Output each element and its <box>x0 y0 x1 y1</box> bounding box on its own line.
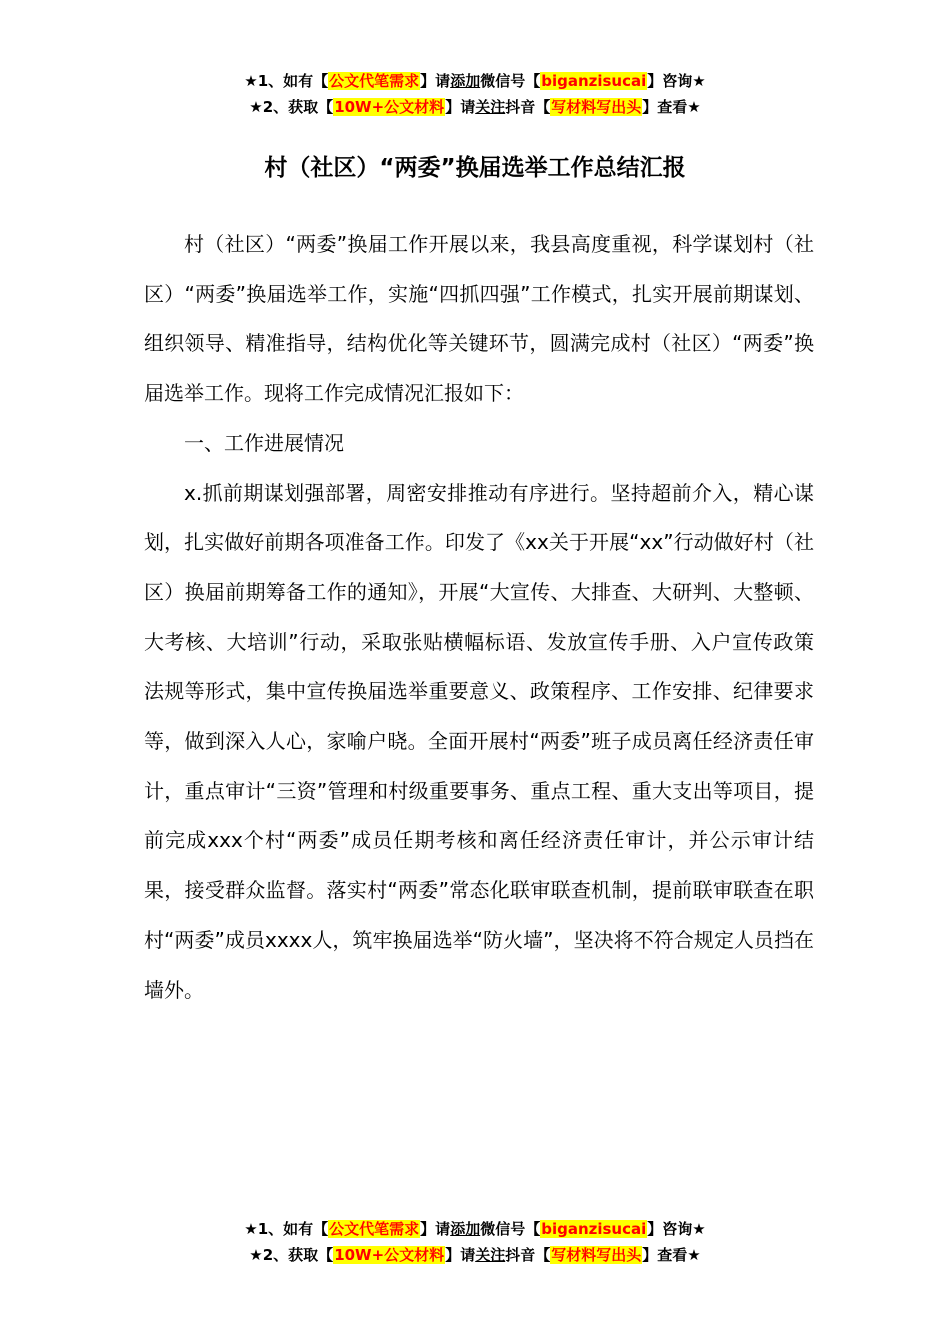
banner-highlight: 公文代笔需求 <box>329 72 420 90</box>
section-heading: 一、工作进展情况 <box>184 430 344 455</box>
banner-underline: 关注 <box>475 1246 506 1264</box>
banner-text: ★1、如有【 <box>244 1220 329 1238</box>
header-banner <box>0 68 950 120</box>
banner-underline: 关注 <box>475 98 506 116</box>
banner-text: 】请 <box>420 1220 451 1238</box>
banner-line-2 <box>0 1242 950 1268</box>
banner-text: 】查看★ <box>642 1246 701 1264</box>
banner-text: 微信号【 <box>480 1220 541 1238</box>
banner-text: ★2、获取【 <box>249 98 334 116</box>
banner-highlight: 10W+公文材料 <box>334 1246 445 1264</box>
banner-line-2 <box>0 94 950 120</box>
banner-underline: 添加 <box>450 72 481 90</box>
banner-highlight: 公文代笔需求 <box>329 1220 420 1238</box>
document-body <box>144 220 814 1015</box>
banner-text: 】请 <box>445 1246 476 1264</box>
banner-text: 抖音【 <box>505 98 551 116</box>
banner-text: ★1、如有【 <box>244 72 329 90</box>
banner-text: 】查看★ <box>642 98 701 116</box>
intro-paragraph: 村（社区）“两委”换届工作开展以来，我县高度重视，科学谋划村（社区）“两委”换届选举工作，实施“四抓四强”工作模式，扎实开展前期谋划、组织领导、精准指导，结构优化等关键环节，圆满完成村（社区）“两委”换届选举工作。现将工作完成情况汇报如下： <box>144 232 814 406</box>
banner-underline: 添加 <box>450 1220 481 1238</box>
banner-text: ★2、获取【 <box>249 1246 334 1264</box>
document-title: 村（社区）“两委”换届选举工作总结汇报 <box>264 155 686 181</box>
banner-text: 】咨询★ <box>647 72 706 90</box>
banner-line-1 <box>0 1216 950 1242</box>
banner-text: 】请 <box>420 72 451 90</box>
banner-text: 】请 <box>445 98 476 116</box>
banner-highlight: 写材料写出头 <box>551 98 642 116</box>
banner-highlight: biganzisucai <box>541 72 647 90</box>
banner-highlight: biganzisucai <box>541 1220 647 1238</box>
footer-banner <box>0 1216 950 1268</box>
banner-highlight: 10W+公文材料 <box>334 98 445 116</box>
section-paragraph: x.抓前期谋划强部署，周密安排推动有序进行。坚持超前介入，精心谋划，扎实做好前期各项准备工作。印发了《xx关于开展“xx”行动做好村（社区）换届前期筹备工作的通知》，开展“大宣传、大排查、大研判、大整顿、大考核、大培训”行动，采取张贴横幅标语、发放宣传手册、入户宣传政策法规等形式，集中宣传换届选举重要意义、政策程序、工作安排、纪律要求等，做到深入人心，家喻户晓。全面开展村“两委”班子成员离任经济责任审计，重点审计“三资”管理和村级重要事务、重点工程、重大支出等项目，提前完成xxx个村“两委”成员任期考核和离任经济责任审计，并公示审计结果，接受群众监督。落实村“两委”常态化联审联查机制，提前联审联查在职村“两委”成员xxxx人，筑牢换届选举“防火墙”，坚决将不符合规定人员挡在墙外。 <box>144 480 814 1002</box>
banner-text: 微信号【 <box>480 72 541 90</box>
banner-text: 】咨询★ <box>647 1220 706 1238</box>
banner-highlight: 写材料写出头 <box>551 1246 642 1264</box>
banner-text: 抖音【 <box>505 1246 551 1264</box>
banner-line-1 <box>0 68 950 94</box>
